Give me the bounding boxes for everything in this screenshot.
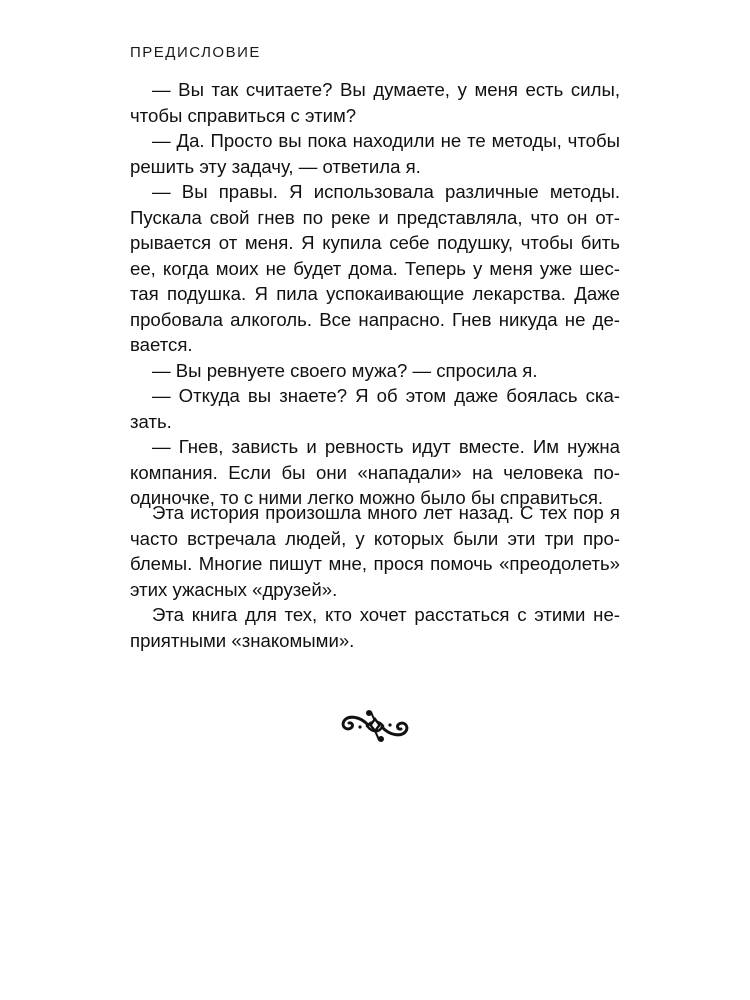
dialogue-paragraph: — Да. Просто вы пока находили не те методы, чтобы решить эту задачу, — ответила я. <box>130 130 620 177</box>
fleuron-ornament-icon <box>338 706 412 746</box>
dialogue-paragraph: — Гнев, зависть и ревность идут вместе. Им нужна компания. Если бы они «нападали» на человека поодиночке, то с ними легко можно было бы справиться. <box>130 436 620 508</box>
narration-paragraph: Эта книга для тех, кто хочет расстаться с этими неприятными «знакомыми». <box>130 604 620 651</box>
dialogue-paragraph: — Вы ревнуете своего мужа? — спросила я. <box>152 359 538 381</box>
dialogue-paragraph: — Вы правы. Я использовала различные методы. Пускала свой гнев по реке и представляла, что он отрывается от меня. Я купила себе подушку, чтобы бить ее, когда моих не будет дома. Теперь у меня уже шестая подушка. Я пила успокаивающие лекарства. Даже пробовала алкоголь. Все напрасно. Гнев никуда не девается. <box>130 181 620 355</box>
dialogue-paragraph: — Вы так считаете? Вы думаете, у меня есть силы, чтобы справиться с этим? <box>130 79 620 126</box>
dialogue-block <box>130 77 620 511</box>
dialogue-paragraph: — Откуда вы знаете? Я об этом даже боялась сказать. <box>130 385 620 432</box>
narration-paragraph: Эта история произошла много лет назад. С тех пор я часто встречала людей, у которых были эти три проблемы. Многие пишут мне, прося помочь «преодолеть» этих ужасных «друзей». <box>130 502 620 600</box>
running-head: ПРЕДИСЛОВИЕ <box>130 44 261 61</box>
narration-block <box>130 500 620 653</box>
